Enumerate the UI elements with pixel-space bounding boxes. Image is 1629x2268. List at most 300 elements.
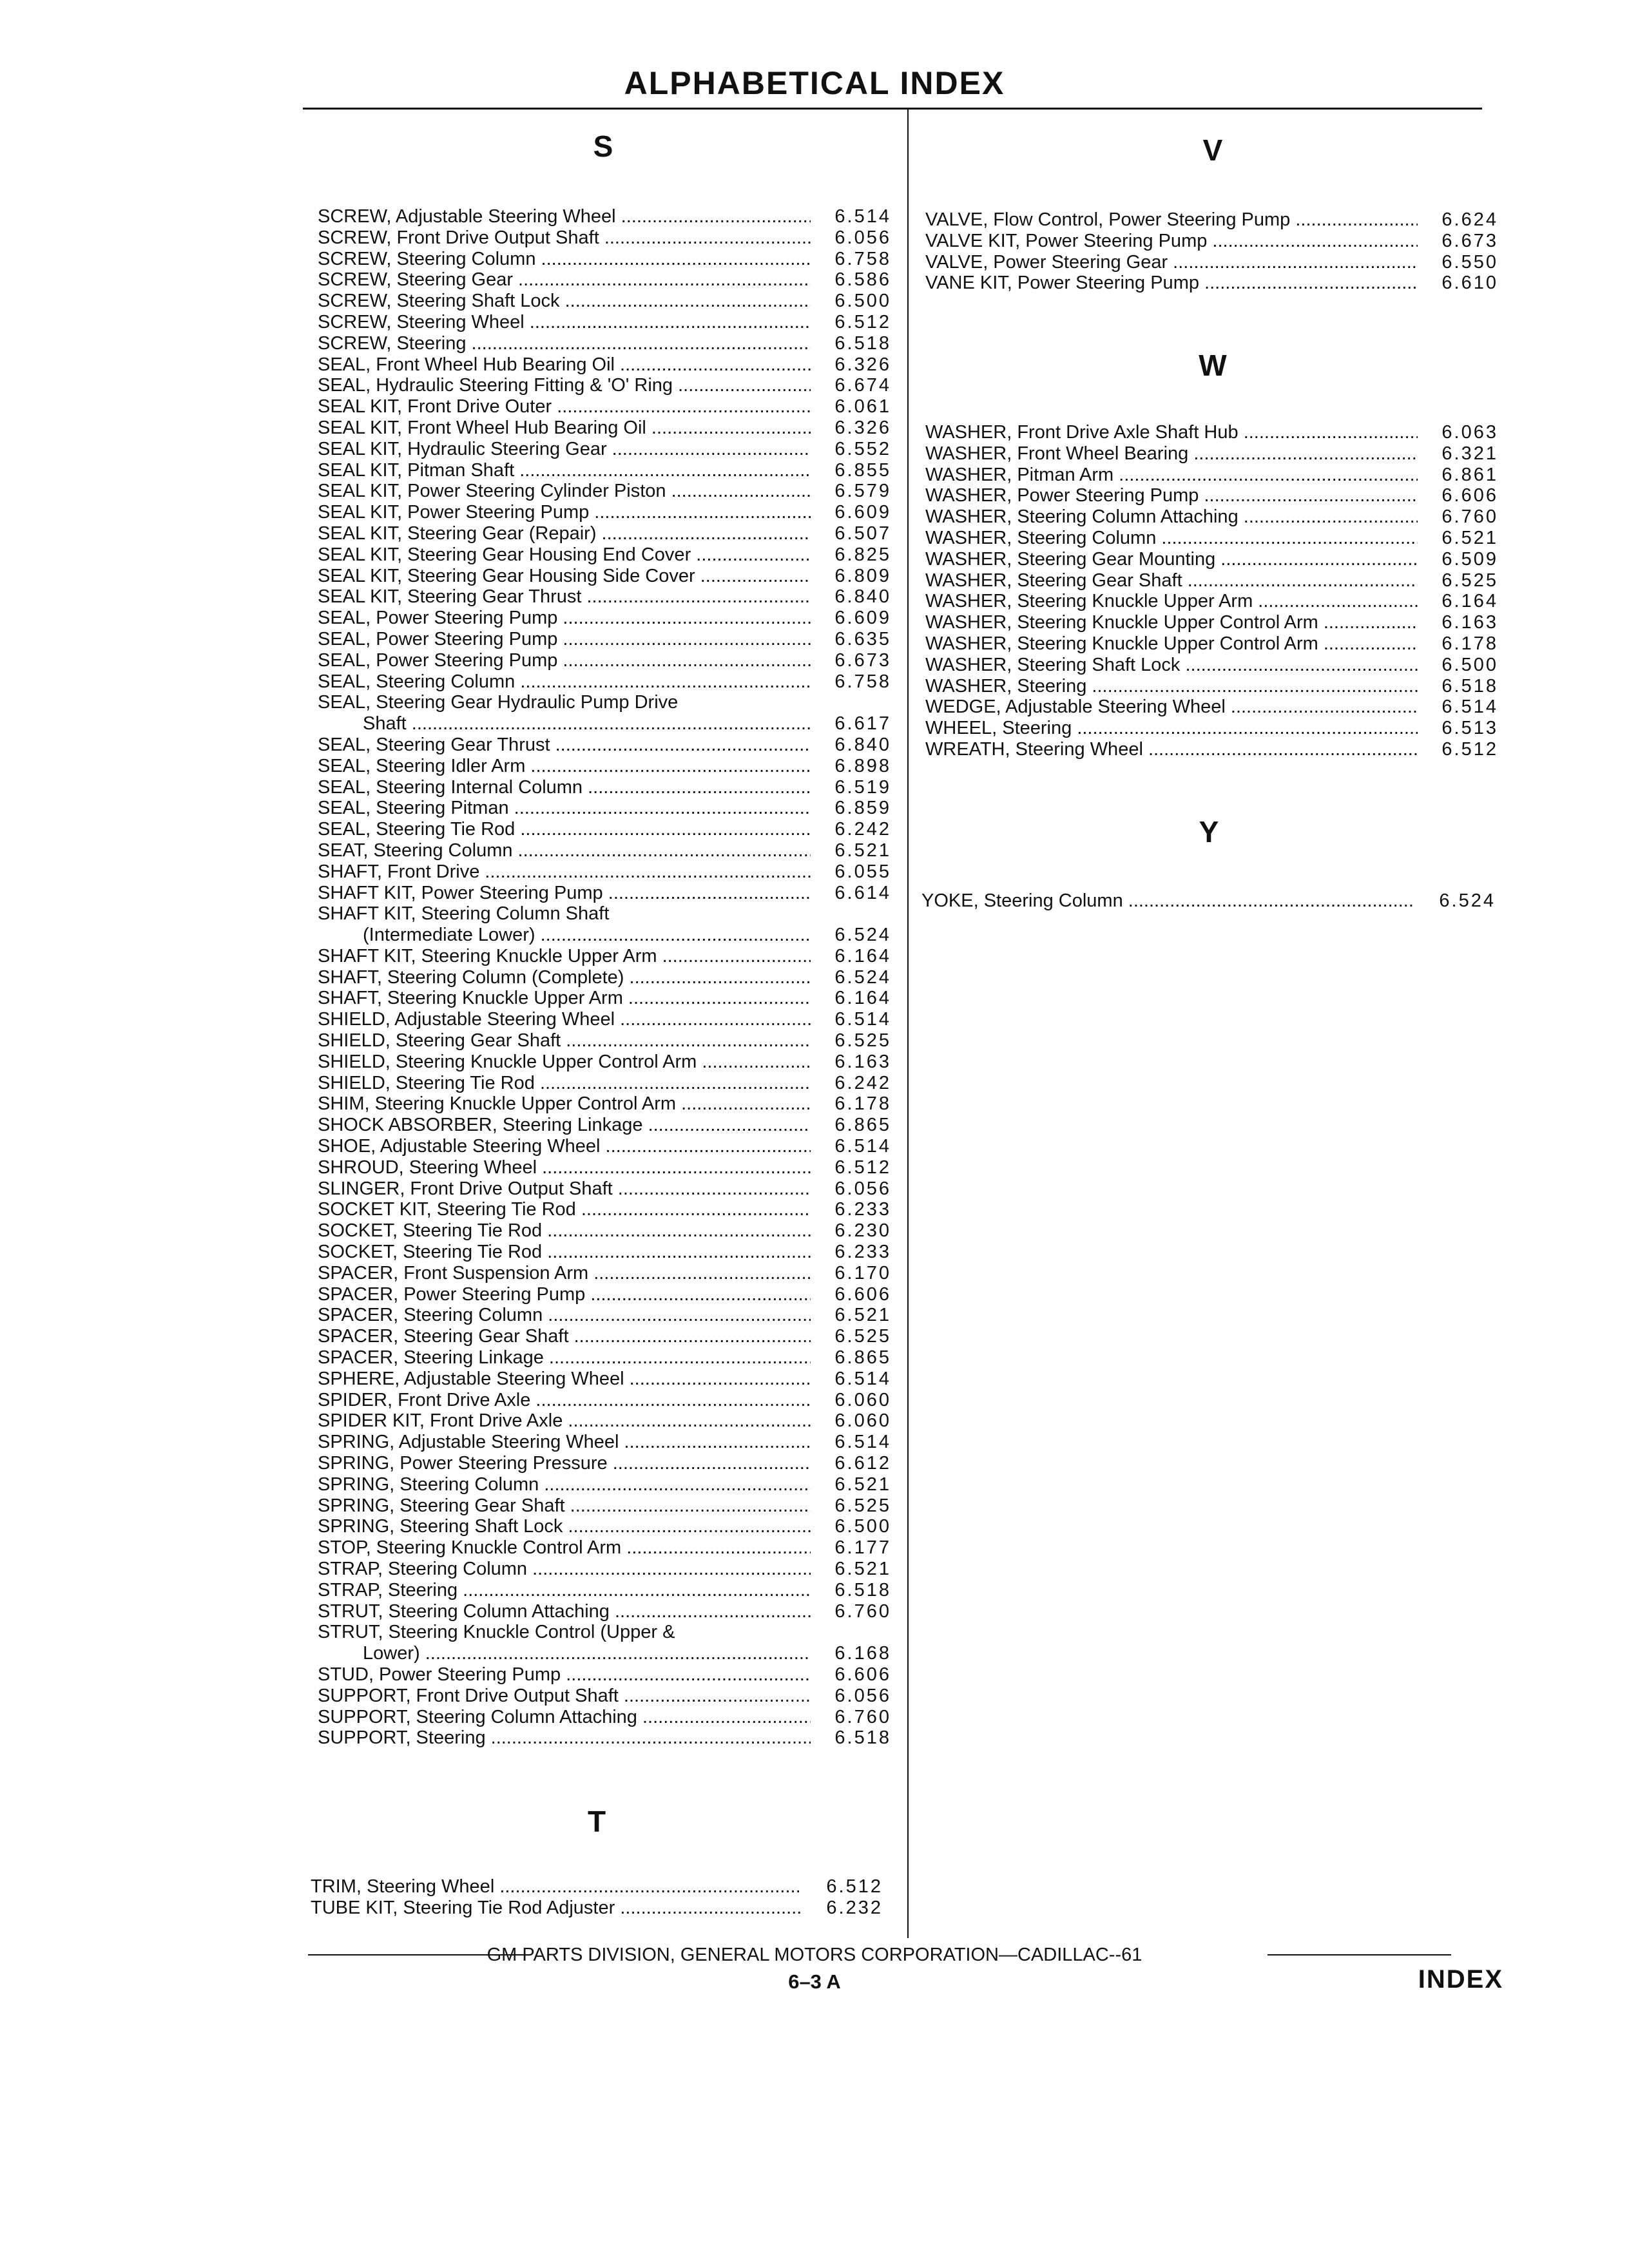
entry-name: SLINGER, Front Drive Output Shaft ..... xyxy=(318,1178,811,1200)
entry-page: 6.514 xyxy=(834,206,891,227)
entry-name: SPACER, Power Steering Pump ..... xyxy=(318,1284,811,1305)
index-entry xyxy=(318,1220,891,1242)
entry-page: 6.168 xyxy=(834,1643,891,1664)
entry-page: 6.525 xyxy=(1441,570,1498,591)
entry-name: WASHER, Steering Gear Mounting ..... xyxy=(925,549,1418,570)
index-entry xyxy=(318,1369,891,1390)
index-entry xyxy=(318,1432,891,1453)
index-entry xyxy=(318,439,891,460)
entry-page: 6.164 xyxy=(834,988,891,1009)
entry-name: WASHER, Steering ..... xyxy=(925,676,1418,697)
entry-name: SEAL KIT, Pitman Shaft ..... xyxy=(318,460,811,481)
section-tag: INDEX xyxy=(1418,1965,1503,1994)
index-entry xyxy=(318,1305,891,1326)
entry-name: SEAL KIT, Front Wheel Hub Bearing Oil ..... xyxy=(318,418,811,439)
entry-name: SPRING, Steering Shaft Lock ..... xyxy=(318,1516,811,1537)
index-entry xyxy=(318,988,891,1009)
index-entry xyxy=(318,375,891,396)
index-list-w xyxy=(925,422,1498,760)
entry-name: VALVE, Flow Control, Power Steering Pump ..... xyxy=(925,209,1418,231)
index-entry xyxy=(318,692,891,735)
entry-page: 6.164 xyxy=(1441,591,1498,612)
entry-name: SEAL, Power Steering Pump ..... xyxy=(318,629,811,650)
entry-name: SEAL KIT, Power Steering Pump ..... xyxy=(318,502,811,523)
entry-page: 6.514 xyxy=(834,1136,891,1157)
index-entry xyxy=(318,819,891,840)
entry-page: 6.326 xyxy=(834,417,891,438)
entry-name: SPRING, Power Steering Pressure ..... xyxy=(318,1453,811,1474)
entry-page: 6.521 xyxy=(1441,527,1498,548)
section-letter-w: W xyxy=(1199,349,1227,382)
entry-page: 6.525 xyxy=(834,1030,891,1052)
entry-page: 6.550 xyxy=(1441,251,1498,273)
entry-name: WASHER, Steering Knuckle Upper Arm ..... xyxy=(925,591,1418,612)
entry-name: SHIM, Steering Knuckle Upper Control Arm ..... xyxy=(318,1093,811,1115)
entry-name: SPRING, Adjustable Steering Wheel ..... xyxy=(318,1432,811,1453)
entry-name: SHIELD, Steering Knuckle Upper Control Arm ..... xyxy=(318,1052,811,1073)
entry-name: SCREW, Front Drive Output Shaft ..... xyxy=(318,227,811,249)
index-entry xyxy=(925,506,1498,528)
entry-name: WASHER, Steering Gear Shaft ..... xyxy=(925,570,1418,591)
page-number: 6–3 A xyxy=(788,1970,841,1993)
index-entry xyxy=(318,1199,891,1220)
entry-page: 6.056 xyxy=(834,1178,891,1199)
entry-page: 6.760 xyxy=(1441,506,1498,528)
index-entry xyxy=(318,1474,891,1495)
entry-name: SUPPORT, Steering ..... xyxy=(318,1727,811,1749)
entry-page: 6.865 xyxy=(834,1115,891,1136)
entry-page: 6.514 xyxy=(1441,697,1498,718)
index-entry xyxy=(318,798,891,819)
index-entry xyxy=(318,1326,891,1347)
entry-page: 6.610 xyxy=(1441,273,1498,294)
entry-name: SEAL KIT, Steering Gear Thrust ..... xyxy=(318,586,811,608)
entry-page: 6.063 xyxy=(1441,422,1498,443)
index-entry xyxy=(925,591,1498,612)
index-entry xyxy=(318,967,891,988)
entry-page: 6.674 xyxy=(834,375,891,396)
index-entry xyxy=(318,1686,891,1707)
entry-page: 6.524 xyxy=(834,925,891,946)
entry-name: SCREW, Steering Wheel ..... xyxy=(318,312,811,333)
entry-name: SEAL, Steering Idler Arm ..... xyxy=(318,756,811,777)
entry-name: SHIELD, Adjustable Steering Wheel ..... xyxy=(318,1009,811,1030)
entry-page: 6.507 xyxy=(834,523,891,544)
entry-name: SCREW, Steering Shaft Lock ..... xyxy=(318,291,811,312)
index-entry xyxy=(318,1410,891,1432)
entry-name: SUPPORT, Steering Column Attaching ..... xyxy=(318,1707,811,1728)
entry-name: SEAL KIT, Steering Gear Housing Side Cover ..... xyxy=(318,566,811,587)
entry-page: 6.518 xyxy=(1441,675,1498,697)
entry-name: SHAFT, Steering Knuckle Upper Arm ..... xyxy=(318,988,811,1009)
entry-page: 6.177 xyxy=(834,1537,891,1559)
entry-page: 6.825 xyxy=(834,544,891,565)
entry-page: 6.612 xyxy=(834,1453,891,1474)
header-rule xyxy=(303,108,1482,110)
index-entry xyxy=(318,1537,891,1559)
entry-name: WASHER, Steering Column Attaching ..... xyxy=(925,506,1418,528)
entry-name: SPACER, Steering Gear Shaft ..... xyxy=(318,1326,811,1347)
index-entry xyxy=(925,485,1498,506)
index-entry xyxy=(318,1263,891,1284)
index-entry xyxy=(925,612,1498,633)
entry-name: SPACER, Steering Linkage ..... xyxy=(318,1347,811,1369)
entry-page: 6.518 xyxy=(834,1579,891,1600)
entry-name: SPHERE, Adjustable Steering Wheel ..... xyxy=(318,1369,811,1390)
index-entry xyxy=(318,1073,891,1094)
index-entry xyxy=(318,354,891,376)
entry-page: 6.552 xyxy=(834,438,891,459)
index-entry xyxy=(318,1727,891,1749)
entry-name: SHOE, Adjustable Steering Wheel ..... xyxy=(318,1136,811,1157)
index-entry xyxy=(318,1178,891,1200)
entry-page: 6.579 xyxy=(834,481,891,502)
entry-name: SEAL KIT, Hydraulic Steering Gear ..... xyxy=(318,439,811,460)
footer-publisher: GM PARTS DIVISION, GENERAL MOTORS CORPORATION—CADILLAC--61 xyxy=(487,1945,1142,1965)
entry-page: 6.760 xyxy=(834,1706,891,1727)
index-entry xyxy=(318,608,891,629)
entry-page: 6.635 xyxy=(834,628,891,649)
entry-name xyxy=(318,1622,811,1664)
entry-name: SEAL KIT, Steering Gear Housing End Cover ..... xyxy=(318,544,811,566)
entry-name: TRIM, Steering Wheel ..... xyxy=(311,1876,802,1898)
index-entry xyxy=(318,861,891,883)
entry-name: STRUT, Steering Column Attaching ..... xyxy=(318,1601,811,1622)
index-entry xyxy=(311,1898,883,1919)
entry-name: SOCKET, Steering Tie Rod ..... xyxy=(318,1220,811,1242)
entry-name: SEAL, Steering Tie Rod ..... xyxy=(318,819,811,840)
index-entry xyxy=(925,739,1498,760)
entry-name: WASHER, Steering Knuckle Upper Control Arm ..... xyxy=(925,633,1418,655)
entry-name: VALVE KIT, Power Steering Pump ..... xyxy=(925,231,1418,252)
index-entry xyxy=(318,1115,891,1136)
index-entry xyxy=(318,291,891,312)
entry-page: 6.514 xyxy=(834,1368,891,1389)
entry-page: 6.840 xyxy=(834,734,891,755)
index-entry xyxy=(311,1876,883,1898)
index-entry xyxy=(318,502,891,523)
entry-page: 6.500 xyxy=(1441,654,1498,675)
entry-name: SOCKET KIT, Steering Tie Rod ..... xyxy=(318,1199,811,1220)
entry-page: 6.512 xyxy=(826,1876,883,1897)
entry-name: SHROUD, Steering Wheel ..... xyxy=(318,1157,811,1178)
index-entry xyxy=(318,1242,891,1263)
entry-page: 6.518 xyxy=(834,1727,891,1749)
index-entry xyxy=(318,418,891,439)
index-entry xyxy=(318,206,891,227)
entry-name: VANE KIT, Power Steering Pump ..... xyxy=(925,273,1418,294)
entry-name: SHOCK ABSORBER, Steering Linkage ..... xyxy=(318,1115,811,1136)
index-entry xyxy=(318,777,891,798)
entry-name: SHAFT KIT, Power Steering Pump ..... xyxy=(318,883,811,904)
index-entry xyxy=(318,946,891,967)
index-entry xyxy=(318,1516,891,1537)
entry-page: 6.512 xyxy=(834,311,891,332)
index-entry xyxy=(318,566,891,587)
index-entry xyxy=(925,443,1498,465)
entry-name: SCREW, Steering Column ..... xyxy=(318,249,811,270)
index-entry xyxy=(925,570,1498,591)
entry-page: 6.512 xyxy=(834,1157,891,1178)
index-entry xyxy=(318,269,891,291)
section-letter-s: S xyxy=(593,130,613,163)
section-letter-v: V xyxy=(1202,133,1223,167)
index-entry xyxy=(318,227,891,249)
entry-name: SHIELD, Steering Tie Rod ..... xyxy=(318,1073,811,1094)
index-entry xyxy=(318,1093,891,1115)
entry-name: SEAL, Steering Internal Column ..... xyxy=(318,777,811,798)
index-entry xyxy=(318,650,891,671)
entry-page: 6.673 xyxy=(1441,230,1498,251)
entry-name: SPRING, Steering Gear Shaft ..... xyxy=(318,1495,811,1517)
entry-page: 6.525 xyxy=(834,1326,891,1347)
entry-name: SPRING, Steering Column ..... xyxy=(318,1474,811,1495)
entry-page: 6.809 xyxy=(834,565,891,586)
index-entry xyxy=(318,1157,891,1178)
entry-page: 6.326 xyxy=(834,354,891,375)
entry-page: 6.055 xyxy=(834,861,891,882)
index-entry xyxy=(318,1390,891,1411)
index-entry xyxy=(318,586,891,608)
entry-name: VALVE, Power Steering Gear ..... xyxy=(925,252,1418,273)
entry-page: 6.230 xyxy=(834,1220,891,1242)
entry-page: 6.614 xyxy=(834,882,891,903)
entry-name: SHAFT KIT, Steering Knuckle Upper Arm ..... xyxy=(318,946,811,967)
entry-page: 6.164 xyxy=(834,945,891,966)
entry-page: 6.163 xyxy=(834,1051,891,1072)
entry-name: SCREW, Steering ..... xyxy=(318,333,811,354)
entry-name: SHIELD, Steering Gear Shaft ..... xyxy=(318,1030,811,1052)
entry-page: 6.898 xyxy=(834,755,891,776)
index-entry xyxy=(925,465,1498,486)
entry-page: 6.521 xyxy=(834,1474,891,1495)
index-entry xyxy=(318,1009,891,1030)
entry-name-line2: Lower) ..... xyxy=(318,1643,811,1664)
index-entry xyxy=(318,903,891,946)
index-entry xyxy=(921,890,1496,912)
index-entry xyxy=(318,671,891,693)
index-entry xyxy=(925,422,1498,443)
entry-name: STOP, Steering Knuckle Control Arm ..... xyxy=(318,1537,811,1559)
index-entry xyxy=(318,333,891,354)
index-entry xyxy=(318,312,891,333)
entry-page: 6.242 xyxy=(834,819,891,840)
column-divider xyxy=(907,110,909,1938)
entry-name: WASHER, Front Drive Axle Shaft Hub ..... xyxy=(925,422,1418,443)
entry-page: 6.233 xyxy=(834,1242,891,1263)
entry-name-line2: (Intermediate Lower) ..... xyxy=(318,925,811,946)
entry-name: WASHER, Steering Column ..... xyxy=(925,528,1418,549)
index-entry xyxy=(925,231,1498,252)
index-entry xyxy=(318,1495,891,1517)
entry-page: 6.233 xyxy=(834,1199,891,1220)
entry-name: YOKE, Steering Column ..... xyxy=(921,890,1415,912)
entry-page: 6.514 xyxy=(834,1009,891,1030)
entry-name: SCREW, Steering Gear ..... xyxy=(318,269,811,291)
entry-name: STRAP, Steering ..... xyxy=(318,1580,811,1601)
index-entry xyxy=(318,1559,891,1580)
entry-page: 6.521 xyxy=(834,840,891,861)
entry-name: TUBE KIT, Steering Tie Rod Adjuster ..... xyxy=(311,1898,802,1919)
entry-name: STRAP, Steering Column ..... xyxy=(318,1559,811,1580)
entry-page: 6.178 xyxy=(834,1093,891,1115)
entry-page: 6.500 xyxy=(834,1516,891,1537)
entry-name: WASHER, Power Steering Pump ..... xyxy=(925,485,1418,506)
index-list-s xyxy=(318,206,891,1749)
entry-page: 6.865 xyxy=(834,1347,891,1369)
entry-name xyxy=(318,692,811,735)
index-entry xyxy=(925,697,1498,718)
entry-name: SCREW, Adjustable Steering Wheel ..... xyxy=(318,206,811,227)
entry-page: 6.061 xyxy=(834,396,891,418)
entry-name: SEAT, Steering Column ..... xyxy=(318,840,811,861)
entry-name: SPACER, Front Suspension Arm ..... xyxy=(318,1263,811,1284)
entry-name: WASHER, Pitman Arm ..... xyxy=(925,465,1418,486)
entry-name: SEAL, Steering Gear Thrust ..... xyxy=(318,735,811,756)
page-title: ALPHABETICAL INDEX xyxy=(624,65,1005,101)
entry-page: 6.609 xyxy=(834,608,891,629)
entry-page: 6.521 xyxy=(834,1305,891,1326)
index-entry xyxy=(925,676,1498,697)
index-entry xyxy=(318,481,891,502)
index-entry xyxy=(318,1030,891,1052)
entry-page: 6.509 xyxy=(1441,548,1498,570)
entry-page: 6.056 xyxy=(834,1685,891,1706)
entry-page: 6.586 xyxy=(834,269,891,291)
entry-name: SPIDER, Front Drive Axle ..... xyxy=(318,1390,811,1411)
entry-name: SEAL, Front Wheel Hub Bearing Oil ..... xyxy=(318,354,811,376)
entry-page: 6.056 xyxy=(834,227,891,248)
entry-page: 6.321 xyxy=(1441,443,1498,464)
entry-name-line1: SHAFT KIT, Steering Column Shaft xyxy=(318,903,610,925)
index-list-y xyxy=(921,890,1496,912)
entry-name: SPACER, Steering Column ..... xyxy=(318,1305,811,1326)
entry-page: 6.606 xyxy=(834,1664,891,1685)
entry-page: 6.760 xyxy=(834,1600,891,1622)
entry-page: 6.518 xyxy=(834,332,891,354)
section-letter-t: T xyxy=(587,1805,606,1838)
index-entry xyxy=(318,1580,891,1601)
index-entry xyxy=(318,1136,891,1157)
entry-page: 6.758 xyxy=(834,248,891,269)
index-entry xyxy=(925,209,1498,231)
entry-name: WASHER, Steering Shaft Lock ..... xyxy=(925,655,1418,676)
entry-page: 6.521 xyxy=(834,1559,891,1579)
index-entry xyxy=(318,544,891,566)
entry-page: 6.514 xyxy=(834,1432,891,1453)
section-letter-y: Y xyxy=(1199,815,1219,849)
entry-page: 6.673 xyxy=(834,649,891,671)
index-entry xyxy=(318,396,891,418)
index-entry xyxy=(318,840,891,861)
entry-name: SEAL, Power Steering Pump ..... xyxy=(318,608,811,629)
entry-name: SEAL, Steering Pitman ..... xyxy=(318,798,811,819)
index-entry xyxy=(925,528,1498,549)
entry-page: 6.513 xyxy=(1441,718,1498,739)
index-entry xyxy=(318,523,891,544)
index-entry xyxy=(318,1453,891,1474)
entry-page: 6.758 xyxy=(834,671,891,692)
entry-name: SHAFT, Front Drive ..... xyxy=(318,861,811,883)
index-entry xyxy=(925,655,1498,676)
entry-page: 6.606 xyxy=(1441,485,1498,506)
entry-name-line1: SEAL, Steering Gear Hydraulic Pump Drive xyxy=(318,692,679,713)
index-entry xyxy=(925,273,1498,294)
index-entry xyxy=(925,718,1498,739)
entry-name xyxy=(318,903,811,946)
entry-name: SHAFT, Steering Column (Complete) ..... xyxy=(318,967,811,988)
index-entry xyxy=(318,756,891,777)
index-entry xyxy=(318,883,891,904)
entry-page: 6.606 xyxy=(834,1283,891,1305)
index-list-t xyxy=(311,1876,883,1919)
index-entry xyxy=(318,1284,891,1305)
entry-page: 6.500 xyxy=(834,291,891,312)
entry-name: WHEEL, Steering ..... xyxy=(925,718,1418,739)
entry-name: WEDGE, Adjustable Steering Wheel ..... xyxy=(925,697,1418,718)
entry-name: SEAL KIT, Front Drive Outer ..... xyxy=(318,396,811,418)
entry-page: 6.624 xyxy=(1441,209,1498,230)
entry-name: SEAL KIT, Steering Gear (Repair) ..... xyxy=(318,523,811,544)
entry-page: 6.060 xyxy=(834,1389,891,1410)
index-list-v xyxy=(925,209,1498,294)
entry-name: SEAL, Hydraulic Steering Fitting & 'O' Ring ..... xyxy=(318,375,811,396)
index-entry xyxy=(925,549,1498,570)
entry-name-line2: Shaft ..... xyxy=(318,713,811,735)
entry-name: SEAL, Steering Column ..... xyxy=(318,671,811,693)
entry-page: 6.840 xyxy=(834,586,891,608)
index-entry xyxy=(318,1622,891,1664)
entry-name: WASHER, Steering Knuckle Upper Control Arm ..... xyxy=(925,612,1418,633)
entry-page: 6.525 xyxy=(834,1495,891,1516)
entry-page: 6.170 xyxy=(834,1262,891,1283)
index-entry xyxy=(925,252,1498,273)
entry-page: 6.855 xyxy=(834,459,891,481)
entry-name: SEAL KIT, Power Steering Cylinder Piston ..... xyxy=(318,481,811,502)
entry-name: SEAL, Power Steering Pump ..... xyxy=(318,650,811,671)
entry-name-line1: STRUT, Steering Knuckle Control (Upper & xyxy=(318,1622,675,1643)
entry-name: SPIDER KIT, Front Drive Axle ..... xyxy=(318,1410,811,1432)
entry-page: 6.859 xyxy=(834,798,891,819)
index-entry xyxy=(318,1052,891,1073)
entry-page: 6.524 xyxy=(1439,890,1496,911)
index-entry xyxy=(318,1707,891,1728)
entry-name: STUD, Power Steering Pump ..... xyxy=(318,1664,811,1686)
entry-name: WASHER, Front Wheel Bearing ..... xyxy=(925,443,1418,465)
entry-name: SUPPORT, Front Drive Output Shaft ..... xyxy=(318,1686,811,1707)
index-entry xyxy=(318,1347,891,1369)
entry-page: 6.512 xyxy=(1441,738,1498,760)
index-entry xyxy=(318,1601,891,1622)
index-entry xyxy=(318,629,891,650)
index-entry xyxy=(318,249,891,270)
entry-page: 6.163 xyxy=(1441,612,1498,633)
index-entry xyxy=(318,735,891,756)
entry-page: 6.519 xyxy=(834,776,891,798)
entry-name: SOCKET, Steering Tie Rod ..... xyxy=(318,1242,811,1263)
entry-page: 6.609 xyxy=(834,502,891,523)
entry-page: 6.617 xyxy=(834,713,891,735)
entry-page: 6.232 xyxy=(826,1897,883,1918)
entry-page: 6.060 xyxy=(834,1410,891,1432)
entry-page: 6.242 xyxy=(834,1072,891,1093)
entry-name: WREATH, Steering Wheel ..... xyxy=(925,739,1418,760)
entry-page: 6.178 xyxy=(1441,633,1498,654)
index-entry xyxy=(318,1664,891,1686)
entry-page: 6.524 xyxy=(834,966,891,988)
index-entry xyxy=(925,633,1498,655)
entry-page: 6.861 xyxy=(1441,464,1498,485)
